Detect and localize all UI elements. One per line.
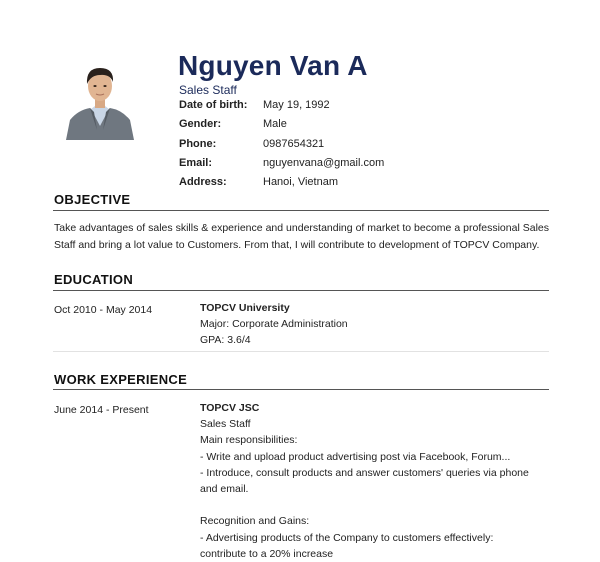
info-label: Email:	[179, 156, 213, 169]
objective-heading: OBJECTIVE	[54, 192, 131, 207]
education-end-divider	[53, 351, 549, 352]
gain-item: - Advertising products of the Company to customers effectively:	[200, 531, 494, 544]
education-major: Major: Corporate Administration	[200, 318, 348, 331]
education-heading: EDUCATION	[54, 272, 134, 287]
gains-heading: Recognition and Gains:	[200, 515, 310, 528]
info-row-gender	[179, 117, 384, 136]
info-value: Hanoi, Vietnam	[263, 176, 339, 189]
company-name: TOPCV JSC	[200, 402, 260, 414]
profile-photo-illustration	[64, 60, 136, 140]
work-divider	[53, 389, 549, 390]
info-label: Address:	[179, 176, 227, 189]
responsibility-item-cont: and email.	[200, 483, 249, 496]
education-period: Oct 2010 - May 2014	[54, 304, 153, 316]
info-label: Date of birth:	[179, 99, 248, 111]
work-heading: WORK EXPERIENCE	[54, 372, 188, 387]
profile-photo	[64, 60, 136, 140]
info-value: May 19, 1992	[263, 99, 330, 111]
candidate-role: Sales Staff	[179, 83, 237, 97]
school-name: TOPCV University	[200, 302, 290, 314]
objective-divider	[53, 210, 549, 211]
info-row-email	[179, 156, 384, 175]
work-position: Sales Staff	[200, 418, 251, 431]
gain-item-cont: contribute to a 20% increase	[200, 547, 334, 560]
info-row-phone	[179, 137, 384, 156]
work-entry	[200, 400, 540, 562]
personal-info	[179, 98, 384, 194]
info-value: nguyenvana@gmail.com	[263, 156, 385, 169]
education-gpa: GPA: 3.6/4	[200, 334, 251, 347]
objective-text: Take advantages of sales skills & experience and understanding of market to become a professional Sales Staff and bring a lot value to Customers. From that, I will contribute to development of TOPCV Company.	[54, 222, 549, 251]
info-row-address	[179, 175, 384, 194]
education-entry	[200, 300, 540, 349]
info-value: 0987654321	[263, 137, 325, 150]
education-divider	[53, 290, 549, 291]
info-label: Phone:	[179, 137, 217, 150]
info-row-dob	[179, 98, 384, 117]
spacer	[200, 497, 540, 513]
info-label: Gender:	[179, 118, 222, 131]
responsibilities-heading: Main responsibilities:	[200, 434, 298, 447]
info-value: Male	[263, 118, 287, 131]
candidate-name: Nguyen Van A	[178, 50, 368, 81]
responsibility-item: - Write and upload product advertising post via Facebook, Forum...	[200, 450, 511, 463]
work-period: June 2014 - Present	[54, 404, 149, 416]
responsibility-item: - Introduce, consult products and answer customers' queries via phone	[200, 466, 529, 479]
